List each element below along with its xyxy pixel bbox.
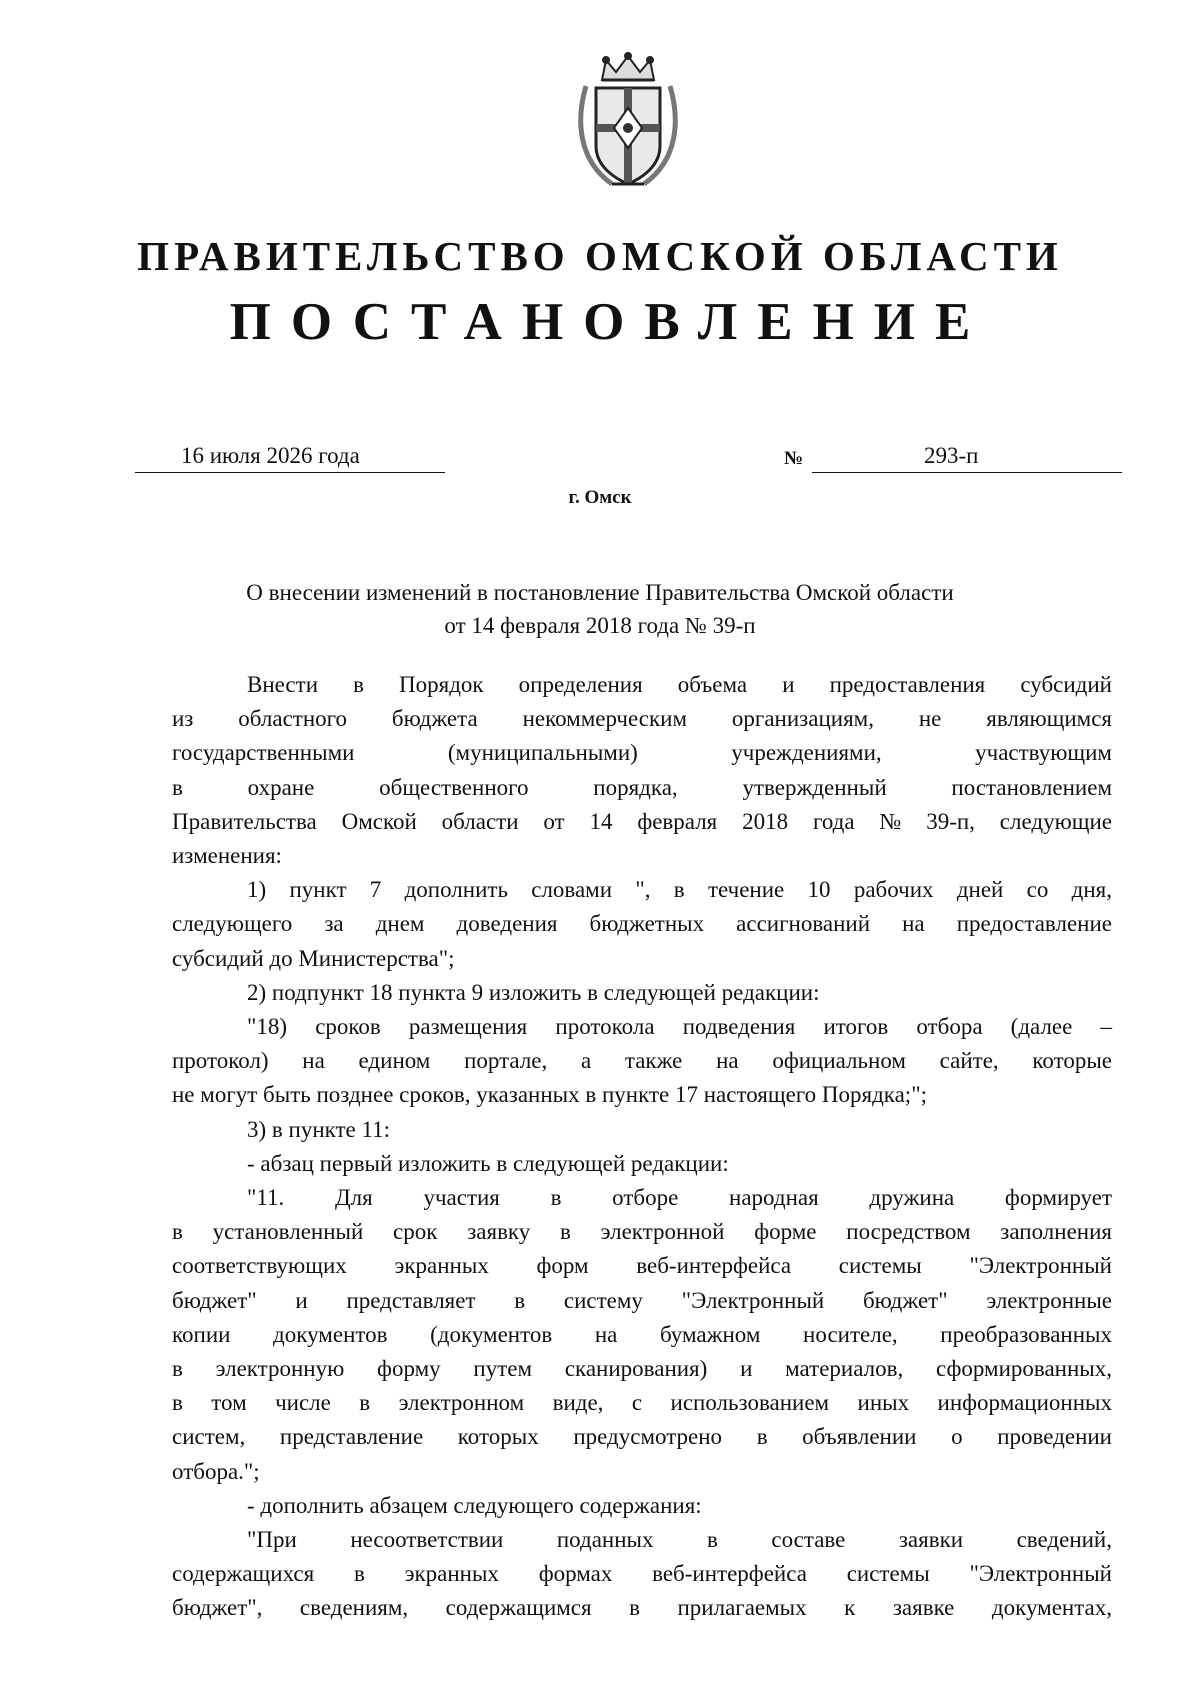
text-line: из областного бюджета некоммерческим организациям, не являющимся [172, 706, 1112, 732]
text-line: "18) сроков размещения протокола подведения итогов отбора (далее – [247, 1014, 1112, 1040]
paragraph [172, 1113, 1112, 1147]
text-line: "11. Для участия в отборе народная дружина формирует [247, 1185, 1112, 1211]
text-line: содержащихся в экранных формах веб-интерфейса системы "Электронный [172, 1561, 1112, 1587]
text-line: 2) подпункт 18 пункта 9 изложить в следующей редакции: [247, 979, 820, 1005]
document-title [150, 576, 1050, 642]
document-date: 16 июля 2026 года [181, 443, 360, 468]
paragraph [172, 1147, 1112, 1181]
text-line: следующего за днем доведения бюджетных ассигнований на предоставление [172, 911, 1112, 937]
text-line: в том числе в электронном виде, с использованием иных информационных [172, 1390, 1112, 1416]
text-line: отбора."; [172, 1458, 260, 1484]
text-line: Внести в Порядок определения объема и предоставления субсидий [247, 672, 1112, 697]
paragraph [172, 873, 1112, 976]
text-line: систем, представление которых предусмотрено в объявлении о проведении [172, 1424, 1112, 1450]
date-field [135, 438, 445, 473]
text-line: государственными (муниципальными) учреждениями, участвующим [172, 740, 1112, 766]
document-type: ПОСТАНОВЛЕНИЕ [229, 293, 991, 351]
document-body [172, 668, 1112, 1626]
text-line: - дополнить абзацем следующего содержания: [247, 1492, 702, 1518]
text-line: копии документов (документов на бумажном носителе, преобразованных [172, 1321, 1112, 1347]
paragraph [172, 1010, 1112, 1113]
number-field [812, 438, 1122, 473]
text-line: в установленный срок заявку в электронной форме посредством заполнения [172, 1219, 1112, 1245]
text-line: в охране общественного порядка, утвержденный постановлением [172, 774, 1112, 800]
text-line: субсидий до Министерства"; [172, 945, 455, 971]
organization-name: ПРАВИТЕЛЬСТВО ОМСКОЙ ОБЛАСТИ [137, 233, 1063, 279]
paragraph [172, 1489, 1112, 1523]
text-line: бюджет" и представляет в систему "Электронный бюджет" электронные [172, 1287, 1112, 1313]
paragraph [172, 1181, 1112, 1489]
paragraph [172, 1523, 1112, 1626]
text-line: 1) пункт 7 дополнить словами ", в течение 10 рабочих дней со дня, [247, 877, 1112, 903]
number-sign: № [784, 448, 804, 469]
text-line: изменения: [172, 843, 282, 869]
text-line: 3) в пункте 11: [247, 1116, 391, 1142]
text-line: Правительства Омской области от 14 февраля 2018 года № 39-п, следующие [172, 808, 1112, 834]
text-line: протокол) на едином портале, а также на официальном сайте, которые [172, 1048, 1112, 1074]
title-line: от 14 февраля 2018 года № 39-п [444, 613, 756, 638]
text-line: не могут быть позднее сроков, указанных в пункте 17 настоящего Порядка;"; [172, 1082, 927, 1108]
text-line: бюджет", сведениям, содержащимся в прилагаемых к заявке документах, [172, 1595, 1112, 1621]
text-line: в электронную форму путем сканирования) и материалов, сформированных, [172, 1356, 1112, 1382]
omsk-region-coat-of-arms-icon [572, 50, 684, 192]
text-line: - абзац первый изложить в следующей редакции: [247, 1150, 729, 1176]
paragraph [172, 668, 1112, 873]
document-number: 293-п [924, 443, 979, 468]
title-line: О внесении изменений в постановление Правительства Омской области [246, 580, 954, 605]
text-line: "При несоответствии поданных в составе заявки сведений, [247, 1527, 1112, 1553]
paragraph [172, 976, 1112, 1010]
text-line: соответствующих экранных форм веб-интерфейса системы "Электронный [172, 1253, 1112, 1279]
city: г. Омск [568, 487, 632, 508]
